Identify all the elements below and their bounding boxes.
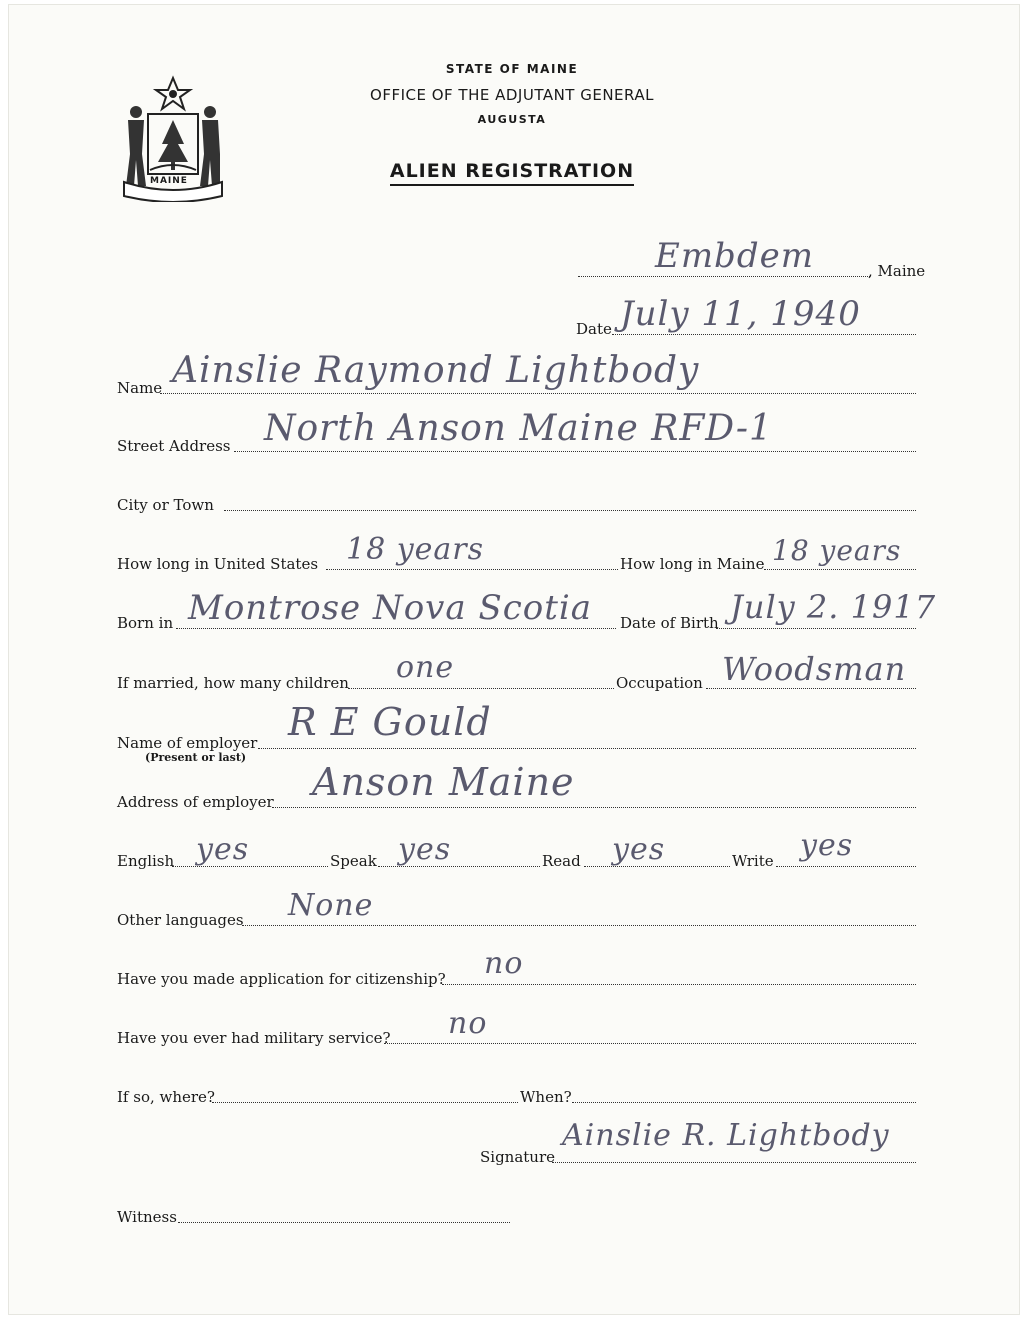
witness-line: [178, 1222, 510, 1223]
military-line: [384, 1043, 916, 1044]
write-value[interactable]: yes: [800, 828, 854, 863]
date-line: [612, 334, 916, 335]
when-line: [572, 1102, 916, 1103]
how-long-us-line: [326, 569, 618, 570]
witness-label: Witness: [117, 1208, 177, 1226]
occupation-value[interactable]: Woodsman: [722, 650, 907, 688]
english-value[interactable]: yes: [196, 832, 250, 867]
date-label: Date: [576, 320, 612, 338]
speak-label: Speak: [330, 852, 377, 870]
english-label: English: [117, 852, 175, 870]
name-label: Name: [117, 379, 163, 397]
employer-line: [258, 748, 916, 749]
town-value[interactable]: Embdem: [655, 236, 814, 276]
speak-value[interactable]: yes: [398, 832, 452, 867]
date-of-birth-line: [716, 628, 916, 629]
seal-banner-text: MAINE: [150, 176, 188, 186]
how-long-maine-value[interactable]: 18 years: [772, 534, 902, 567]
name-value[interactable]: Ainslie Raymond Lightbody: [172, 350, 700, 391]
write-label: Write: [732, 852, 774, 870]
street-address-line: [234, 451, 916, 452]
military-label: Have you ever had military service?: [117, 1029, 391, 1047]
born-in-line: [176, 628, 616, 629]
other-languages-value[interactable]: None: [288, 888, 374, 923]
employer-value[interactable]: R E Gould: [288, 700, 492, 744]
other-languages-line: [242, 925, 916, 926]
citizenship-line: [442, 984, 916, 985]
street-address-label: Street Address: [117, 437, 231, 455]
how-long-us-value[interactable]: 18 years: [346, 532, 485, 567]
children-value[interactable]: one: [396, 650, 455, 685]
header-office: OFFICE OF THE ADJUTANT GENERAL: [370, 86, 654, 104]
signature-label: Signature: [480, 1148, 556, 1166]
occupation-label: Occupation: [616, 674, 703, 692]
where-line: [212, 1102, 518, 1103]
employer-label: Name of employer: [117, 734, 258, 752]
where-label: If so, where?: [117, 1088, 215, 1106]
signature-value[interactable]: Ainslie R. Lightbody: [562, 1118, 890, 1153]
date-value[interactable]: July 11, 1940: [620, 294, 861, 334]
how-long-maine-label: How long in Maine: [620, 555, 765, 573]
read-value[interactable]: yes: [612, 832, 666, 867]
other-languages-label: Other languages: [117, 911, 244, 929]
employer-address-line: [272, 807, 916, 808]
military-value[interactable]: no: [448, 1006, 488, 1041]
town-line: [578, 276, 870, 277]
form-title: [0, 160, 1024, 182]
street-address-value[interactable]: North Anson Maine RFD-1: [264, 408, 773, 449]
citizenship-label: Have you made application for citizenship?: [117, 970, 446, 988]
date-of-birth-value[interactable]: July 2. 1917: [730, 588, 937, 626]
form-title-text: ALIEN REGISTRATION: [390, 160, 634, 186]
occupation-line: [706, 688, 916, 689]
children-label: If married, how many children: [117, 674, 349, 692]
how-long-maine-line: [764, 569, 916, 570]
header-state: STATE OF MAINE: [445, 62, 579, 76]
born-in-value[interactable]: Montrose Nova Scotia: [188, 588, 593, 628]
write-line: [776, 866, 916, 867]
read-label: Read: [542, 852, 581, 870]
city-label: City or Town: [117, 496, 214, 514]
signature-line: [552, 1162, 916, 1163]
name-line: [160, 393, 916, 394]
when-label: When?: [520, 1088, 572, 1106]
employer-note: (Present or last): [145, 751, 247, 764]
city-line: [224, 510, 916, 511]
date-of-birth-label: Date of Birth: [620, 614, 719, 632]
children-line: [348, 688, 614, 689]
header-city: AUGUSTA: [477, 113, 547, 126]
how-long-us-label: How long in United States: [117, 555, 319, 573]
state-suffix-label: , Maine: [868, 262, 926, 280]
employer-address-value[interactable]: Anson Maine: [312, 760, 575, 804]
citizenship-value[interactable]: no: [484, 946, 524, 981]
born-in-label: Born in: [117, 614, 174, 632]
employer-address-label: Address of employer: [117, 793, 274, 811]
